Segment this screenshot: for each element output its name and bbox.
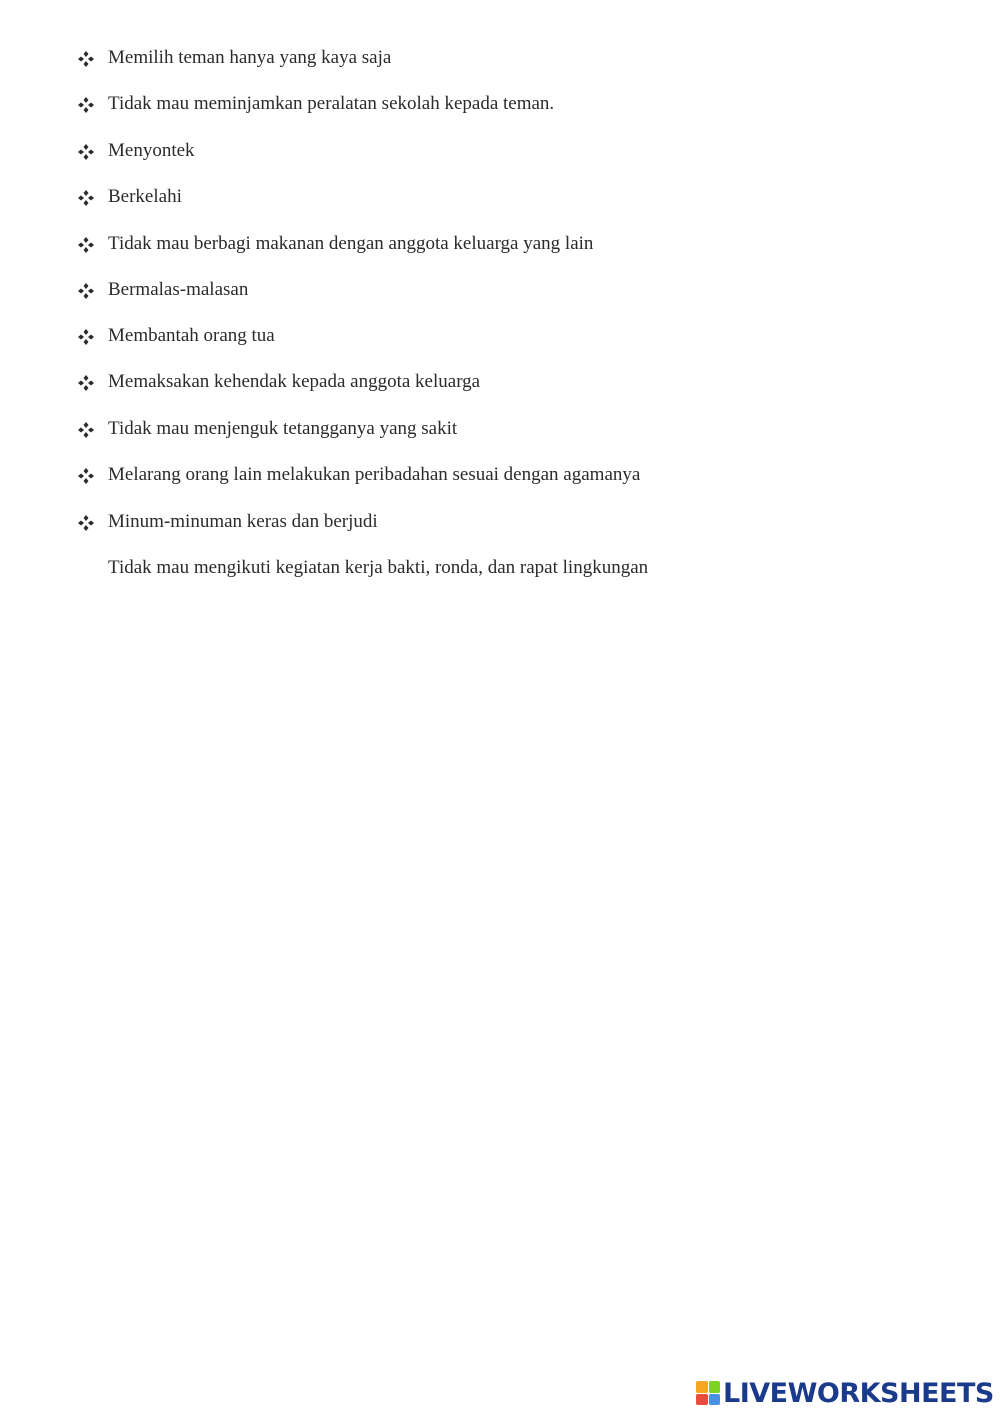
list-item-text: Membantah orang tua <box>108 325 275 346</box>
list-item-text: Memilih teman hanya yang kaya saja <box>108 47 392 68</box>
list-item-text: Berkelahi <box>108 186 182 207</box>
list-item-text: Memaksakan kehendak kepada anggota keluarga <box>108 371 481 392</box>
diamond-bullet-icon <box>78 144 94 160</box>
list-item-text: Minum-minuman keras dan berjudi <box>108 511 378 532</box>
list-item-text: Tidak mau berbagi makanan dengan anggota keluarga yang lain <box>108 233 594 254</box>
list-item-text: Tidak mau menjenguk tetangganya yang sakit <box>108 418 458 439</box>
diamond-bullet-icon <box>78 51 94 67</box>
logo-square-1 <box>696 1381 708 1393</box>
diamond-bullet-icon <box>78 97 94 113</box>
diamond-bullet-icon <box>78 375 94 391</box>
diamond-bullet-icon <box>78 468 94 484</box>
diamond-bullet-icon <box>78 237 94 253</box>
diamond-bullet-icon <box>78 190 94 206</box>
list-item-text: Tidak mau meminjamkan peralatan sekolah kepada teman. <box>108 93 555 114</box>
logo-square-4 <box>709 1394 721 1406</box>
list-item-text: Menyontek <box>108 140 195 161</box>
list-item-text: Melarang orang lain melakukan peribadahan sesuai dengan agamanya <box>108 464 641 485</box>
logo-square-2 <box>709 1381 721 1393</box>
diamond-bullet-icon <box>78 515 94 531</box>
logo-mark-icon <box>696 1381 720 1405</box>
diamond-bullet-icon <box>78 422 94 438</box>
liveworksheets-logo <box>696 1378 994 1408</box>
logo-text: LIVEWORKSHEETS <box>723 1377 994 1409</box>
diamond-bullet-icon <box>78 283 94 299</box>
list-item-text: Bermalas-malasan <box>108 279 249 300</box>
diamond-bullet-icon <box>78 329 94 345</box>
trailing-line: Tidak mau mengikuti kegiatan kerja bakti, ronda, dan rapat lingkungan <box>108 557 649 578</box>
logo-square-3 <box>696 1394 708 1406</box>
